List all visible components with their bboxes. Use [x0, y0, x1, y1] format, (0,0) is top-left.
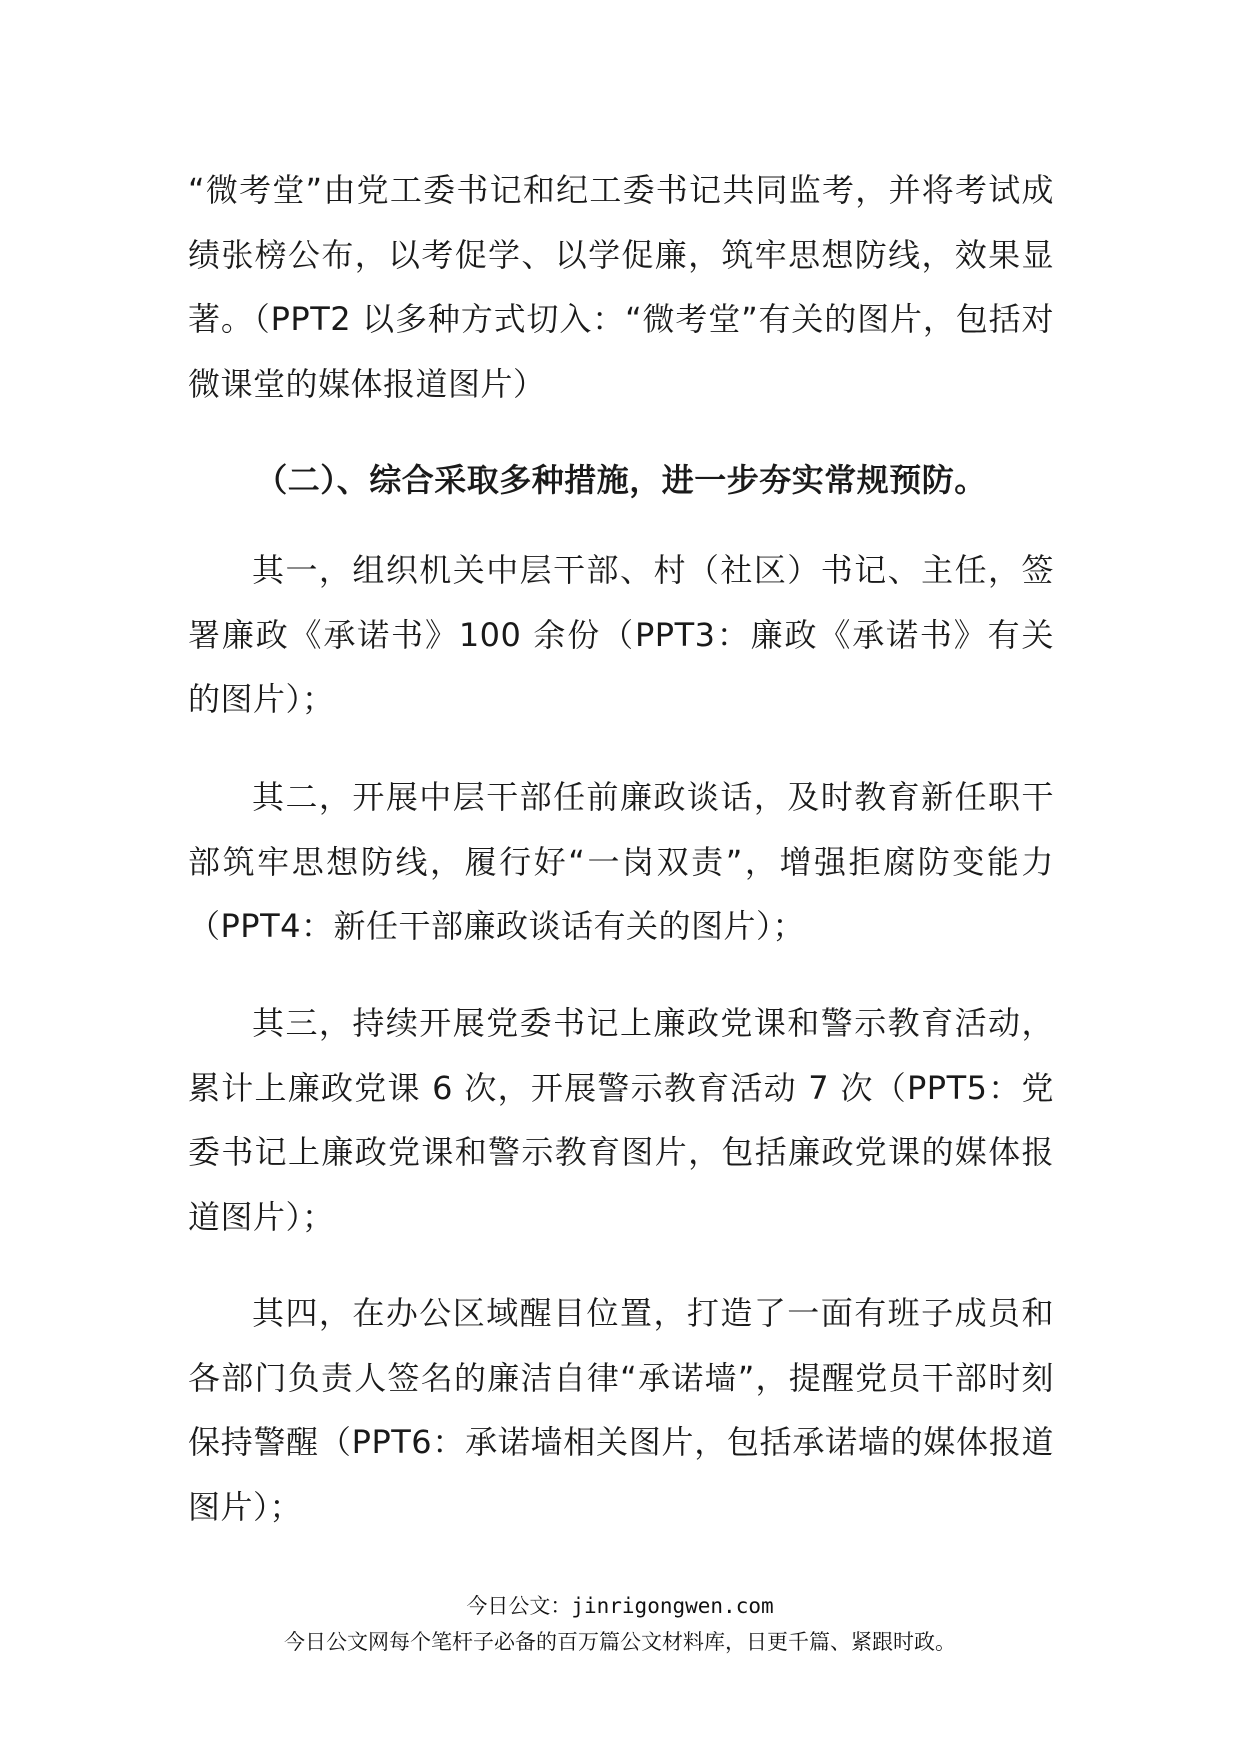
paragraph-2: 其一，组织机关中层干部、村（社区）书记、主任，签署廉政《承诺书》100 余份（PPT3：廉政《承诺书》有关的图片）；	[188, 551, 1054, 718]
footer-tagline: 今日公文网每个笔杆子必备的百万篇公文材料库，日更千篇、紧跟时政。	[284, 1630, 956, 1654]
footer-site-line	[0, 1590, 1240, 1620]
footer-site-url[interactable]: jinrigongwen.com	[571, 1594, 774, 1618]
paragraph-1: “微考堂”由党工委书记和纪工委书记共同监考，并将考试成绩张榜公布，以考促学、以学促廉，筑牢思想防线，效果显著。（PPT2 以多种方式切入：“微考堂”有关的图片，包括对微课堂的媒体报道图片）	[188, 171, 1054, 403]
footer-site-label: 今日公文：	[466, 1594, 572, 1618]
section-heading: （二）、综合采取多种措施，进一步夯实常规预防。	[255, 461, 987, 499]
paragraph-3: 其二，开展中层干部任前廉政谈话，及时教育新任职干部筑牢思想防线，履行好“一岗双责”，增强拒腐防变能力（PPT4：新任干部廉政谈话有关的图片）；	[188, 778, 1054, 945]
paragraph-5: 其四，在办公区域醒目位置，打造了一面有班子成员和各部门负责人签名的廉洁自律“承诺墙”，提醒党员干部时刻保持警醒（PPT6：承诺墙相关图片，包括承诺墙的媒体报道图片）；	[188, 1294, 1054, 1526]
paragraph-4: 其三，持续开展党委书记上廉政党课和警示教育活动，累计上廉政党课 6 次，开展警示教育活动 7 次（PPT5：党委书记上廉政党课和警示教育图片，包括廉政党课的媒体报道图片）；	[188, 1004, 1054, 1236]
